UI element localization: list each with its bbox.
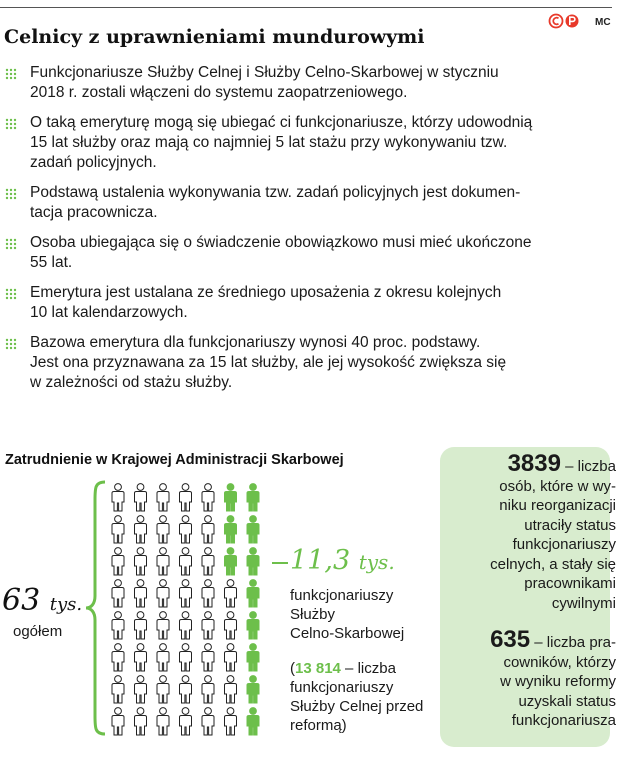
person-icon (202, 644, 214, 671)
highlight-value (290, 545, 395, 576)
person-icon (112, 676, 124, 703)
page-title: Celnicy z uprawnieniami mundurowymi (4, 26, 425, 48)
bullet-line: Osoba ubiegająca się o świadczenie obowiązkowo musi mieć ukończone (30, 234, 532, 251)
stat-reform (490, 626, 616, 731)
total-label: ogółem (13, 623, 63, 640)
highlight-number: 11,3 (290, 545, 351, 576)
stat-line: cywilnymi (551, 594, 616, 612)
bullet-line: w zależności od stażu służby. (30, 374, 233, 391)
infographic-title: Zatrudnienie w Krajowej Administracji Skarbowej (5, 452, 344, 468)
bullet-item (0, 333, 620, 393)
stat-first-line (490, 450, 616, 477)
stat-line: uzyskali status (518, 692, 616, 710)
publisher-logo-icon (548, 13, 586, 29)
person-icon (135, 516, 147, 543)
bullet-item (0, 233, 620, 273)
person-icon (135, 708, 147, 735)
stat-line: niku reorganizacji (499, 497, 616, 514)
person-highlight-icon (247, 580, 259, 607)
person-icon (135, 548, 147, 575)
person-icon (180, 580, 192, 607)
person-highlight-icon (247, 708, 259, 735)
note-prefix: ( (290, 660, 295, 677)
person-icon (112, 644, 124, 671)
stat-line: funkcjonariusza (511, 712, 616, 729)
person-icon (157, 484, 169, 511)
stat-number: 635 (490, 626, 531, 653)
person-icon (225, 644, 237, 671)
person-highlight-icon (247, 676, 259, 703)
total-unit: tys. (49, 594, 83, 615)
highlight-connector (272, 562, 288, 564)
person-icon (112, 516, 124, 543)
person-icon (157, 708, 169, 735)
stat-line: celnych, a stały się (490, 555, 616, 573)
bullet-line: 15 lat służby oraz mają co najmniej 5 lat stażu przy wykonywaniu tzw. (30, 134, 508, 151)
bullet-item (0, 113, 620, 173)
person-icon (112, 548, 124, 575)
stat-line: – liczba (560, 458, 616, 475)
person-icon (135, 580, 147, 607)
bullet-item (0, 183, 620, 223)
person-icon (202, 484, 214, 511)
person-icon (225, 580, 237, 607)
stat-line: osób, które w wy- (499, 477, 616, 495)
bullet-list (0, 63, 620, 403)
bullet-line: 2018 r. zostali włączeni do systemu zaopatrzeniowego. (30, 84, 408, 101)
bullet-line: Bazowa emerytura dla funkcjonariuszy wynosi 40 proc. podstawy. (30, 334, 481, 351)
bullet-dots-icon (5, 188, 17, 200)
bullet-dots-icon (5, 118, 17, 130)
highlight-unit: tys. (358, 550, 395, 574)
top-rule (0, 7, 612, 8)
bullet-line: Emerytura jest ustalana ze średniego uposażenia z okresu kolejnych (30, 284, 502, 301)
person-icon (135, 644, 147, 671)
person-icon (180, 516, 192, 543)
person-icon (225, 612, 237, 639)
person-icon (112, 612, 124, 639)
person-highlight-icon (247, 484, 259, 511)
person-icon (157, 676, 169, 703)
stat-line: w wyniku reformy (500, 673, 616, 690)
stat-number: 3839 (507, 450, 561, 477)
person-icon (157, 580, 169, 607)
person-icon (112, 580, 124, 607)
stat-line: funkcjonariuszy (512, 536, 616, 553)
person-icon (180, 676, 192, 703)
person-icon (135, 612, 147, 639)
highlight-desc-line: Celno-Skarbowej (290, 625, 405, 642)
person-icon (180, 484, 192, 511)
bullet-line: 10 lat kalendarzowych. (30, 304, 188, 321)
person-icon (202, 516, 214, 543)
person-icon (180, 644, 192, 671)
bullet-dots-icon (5, 68, 17, 80)
people-pictogram (108, 482, 278, 738)
bullet-line: 55 lat. (30, 254, 73, 271)
highlight-description (290, 586, 404, 643)
stat-line: pracownikami (524, 575, 616, 592)
highlight-desc-line: funkcjonariuszy (290, 587, 394, 604)
stat-line: cowników, którzy (503, 653, 616, 671)
bullet-line: zadań policyjnych. (30, 154, 157, 171)
person-icon (202, 708, 214, 735)
person-icon (202, 548, 214, 575)
author-credit: MC (595, 17, 611, 28)
person-icon (157, 548, 169, 575)
bullet-dots-icon (5, 338, 17, 350)
bullet-dots-icon (5, 238, 17, 250)
person-icon (225, 676, 237, 703)
person-icon (180, 612, 192, 639)
person-icon (112, 708, 124, 735)
brace-icon (85, 480, 107, 736)
bullet-dots-icon (5, 288, 17, 300)
note-number: 13 814 (295, 660, 341, 677)
person-icon (112, 484, 124, 511)
bullet-line: Funkcjonariusze Służby Celnej i Służby Celno-Skarbowej w styczniu (30, 64, 499, 81)
bullet-line: Podstawą ustalenia wykonywania tzw. zadań policyjnych jest dokumen- (30, 184, 521, 201)
person-icon (180, 708, 192, 735)
person-icon (135, 484, 147, 511)
person-highlight-icon (225, 548, 237, 575)
person-highlight-icon (247, 644, 259, 671)
person-icon (157, 644, 169, 671)
bullet-line: O taką emeryturę mogą się ubiegać ci funkcjonariusze, którzy udowodnią (30, 114, 533, 131)
total-employees (2, 583, 82, 618)
person-highlight-icon (225, 516, 237, 543)
person-icon (135, 676, 147, 703)
note-text: – liczba funkcjonariuszy Służby Celnej przed reformą) (290, 660, 424, 734)
bullet-line: tacja pracownicza. (30, 204, 158, 221)
person-icon (225, 708, 237, 735)
highlight-note (290, 659, 430, 735)
bullet-line: Jest ona przyznawana za 15 lat służby, ale jej wysokość zwiększa się (30, 354, 507, 371)
bullet-item (0, 283, 620, 323)
person-highlight-icon (247, 516, 259, 543)
person-icon (202, 676, 214, 703)
person-icon (180, 548, 192, 575)
person-highlight-icon (247, 612, 259, 639)
stat-reorganization (490, 450, 616, 613)
person-icon (157, 516, 169, 543)
person-highlight-icon (247, 548, 259, 575)
person-highlight-icon (225, 484, 237, 511)
person-icon (202, 612, 214, 639)
stat-line: – liczba pra- (530, 634, 616, 651)
person-icon (202, 580, 214, 607)
highlight-desc-line: Służby (290, 606, 336, 623)
total-number: 63 (2, 583, 41, 618)
bullet-item (0, 63, 620, 103)
person-icon (157, 612, 169, 639)
stat-line: utraciły status (524, 516, 616, 534)
stat-first-line (490, 626, 616, 653)
